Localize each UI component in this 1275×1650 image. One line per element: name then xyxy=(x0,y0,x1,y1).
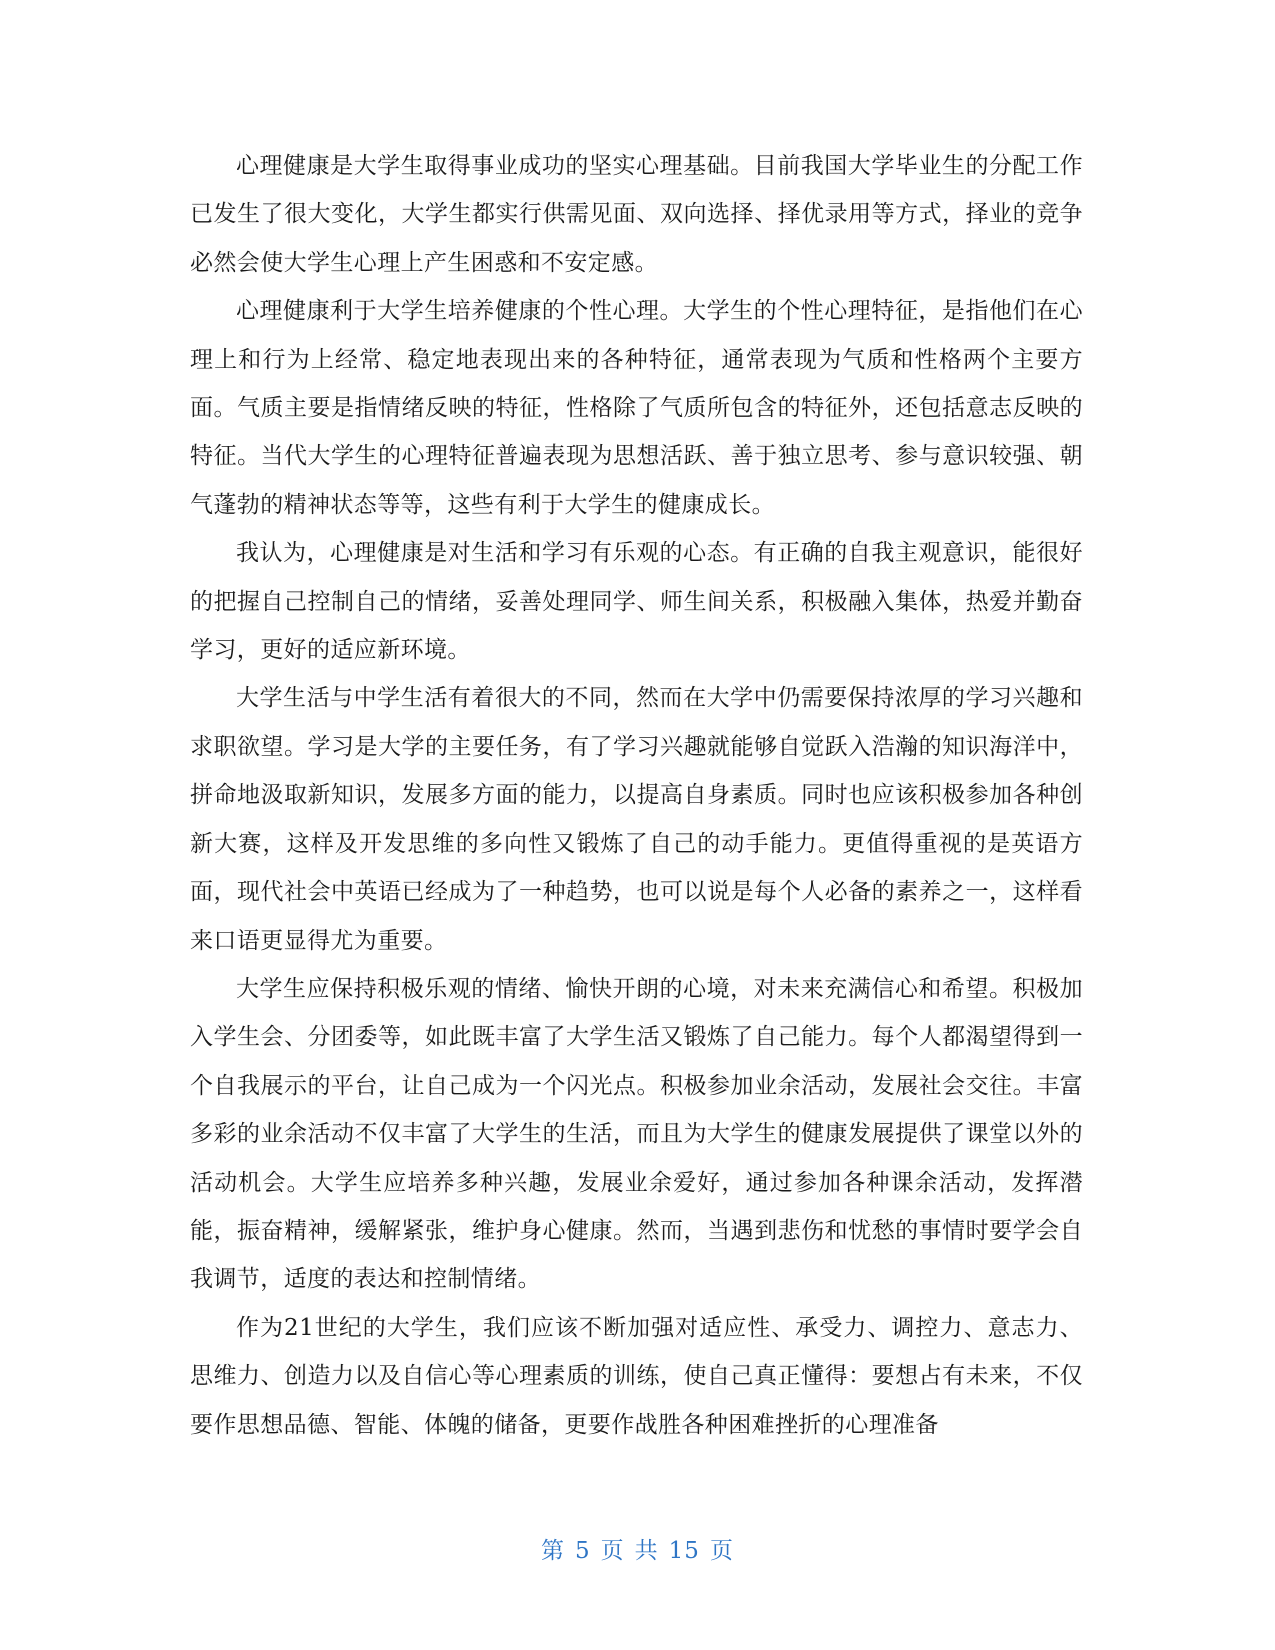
paragraph-4: 大学生活与中学生活有着很大的不同，然而在大学中仍需要保持浓厚的学习兴趣和求职欲望。学习是大学的主要任务，有了学习兴趣就能够自觉跃入浩瀚的知识海洋中，拼命地汲取新知识，发展多方面的能力，以提高自身素质。同时也应该积极参加各种创新大赛，这样及开发思维的多向性又锻炼了自己的动手能力。更值得重视的是英语方面，现代社会中英语已经成为了一种趋势，也可以说是每个人必备的素养之一，这样看来口语更显得尤为重要。 xyxy=(190,685,1083,954)
paragraph-5: 大学生应保持积极乐观的情绪、愉快开朗的心境，对未来充满信心和希望。积极加入学生会、分团委等，如此既丰富了大学生活又锻炼了自己能力。每个人都渴望得到一个自我展示的平台，让自己成为一个闪光点。积极参加业余活动，发展社会交往。丰富多彩的业余活动不仅丰富了大学生的生活，而且为大学生的健康发展提供了课堂以外的活动机会。大学生应培养多种兴趣，发展业余爱好，通过参加各种课余活动，发挥潜能，振奋精神，缓解紧张，维护身心健康。然而，当遇到悲伤和忧愁的事情时要学会自我调节，适度的表达和控制情绪。 xyxy=(190,975,1083,1293)
paragraph-1: 心理健康是大学生取得事业成功的坚实心理基础。目前我国大学毕业生的分配工作已发生了很大变化，大学生都实行供需见面、双向选择、择优录用等方式，择业的竞争必然会使大学生心理上产生困惑和不安定感。 xyxy=(190,153,1083,276)
paragraph-3: 我认为，心理健康是对生活和学习有乐观的心态。有正确的自我主观意识，能很好的把握自己控制自己的情绪，妥善处理同学、师生间关系，积极融入集体，热爱并勤奋学习，更好的适应新环境。 xyxy=(190,540,1083,664)
footer-total-word: 共 xyxy=(634,1538,659,1564)
footer-prefix: 第 xyxy=(541,1538,566,1564)
paragraph-2: 心理健康利于大学生培养健康的个性心理。大学生的个性心理特征，是指他们在心理上和行为上经常、稳定地表现出来的各种特征，通常表现为气质和性格两个主要方面。气质主要是指情绪反映的特征，性格除了气质所包含的特征外，还包括意志反映的特征。当代大学生的心理特征普遍表现为思想活跃、善于独立思考、参与意识较强、朝气蓬勃的精神状态等等，这些有利于大学生的健康成长。 xyxy=(190,298,1083,518)
footer-page-word: 页 xyxy=(600,1538,625,1564)
paragraph-6: 作为21世纪的大学生，我们应该不断加强对适应性、承受力、调控力、意志力、思维力、创造力以及自信心等心理素质的训练，使自己真正懂得：要想占有未来，不仅要作思想品德、智能、体魄的储备，更要作战胜各种困难挫折的心理准备 xyxy=(190,1314,1083,1438)
footer-total-pages: 15 xyxy=(668,1538,700,1564)
footer-suffix: 页 xyxy=(709,1538,734,1564)
page-footer xyxy=(0,1532,1275,1565)
footer-current-page: 5 xyxy=(575,1538,591,1564)
document-body xyxy=(190,142,1083,1449)
